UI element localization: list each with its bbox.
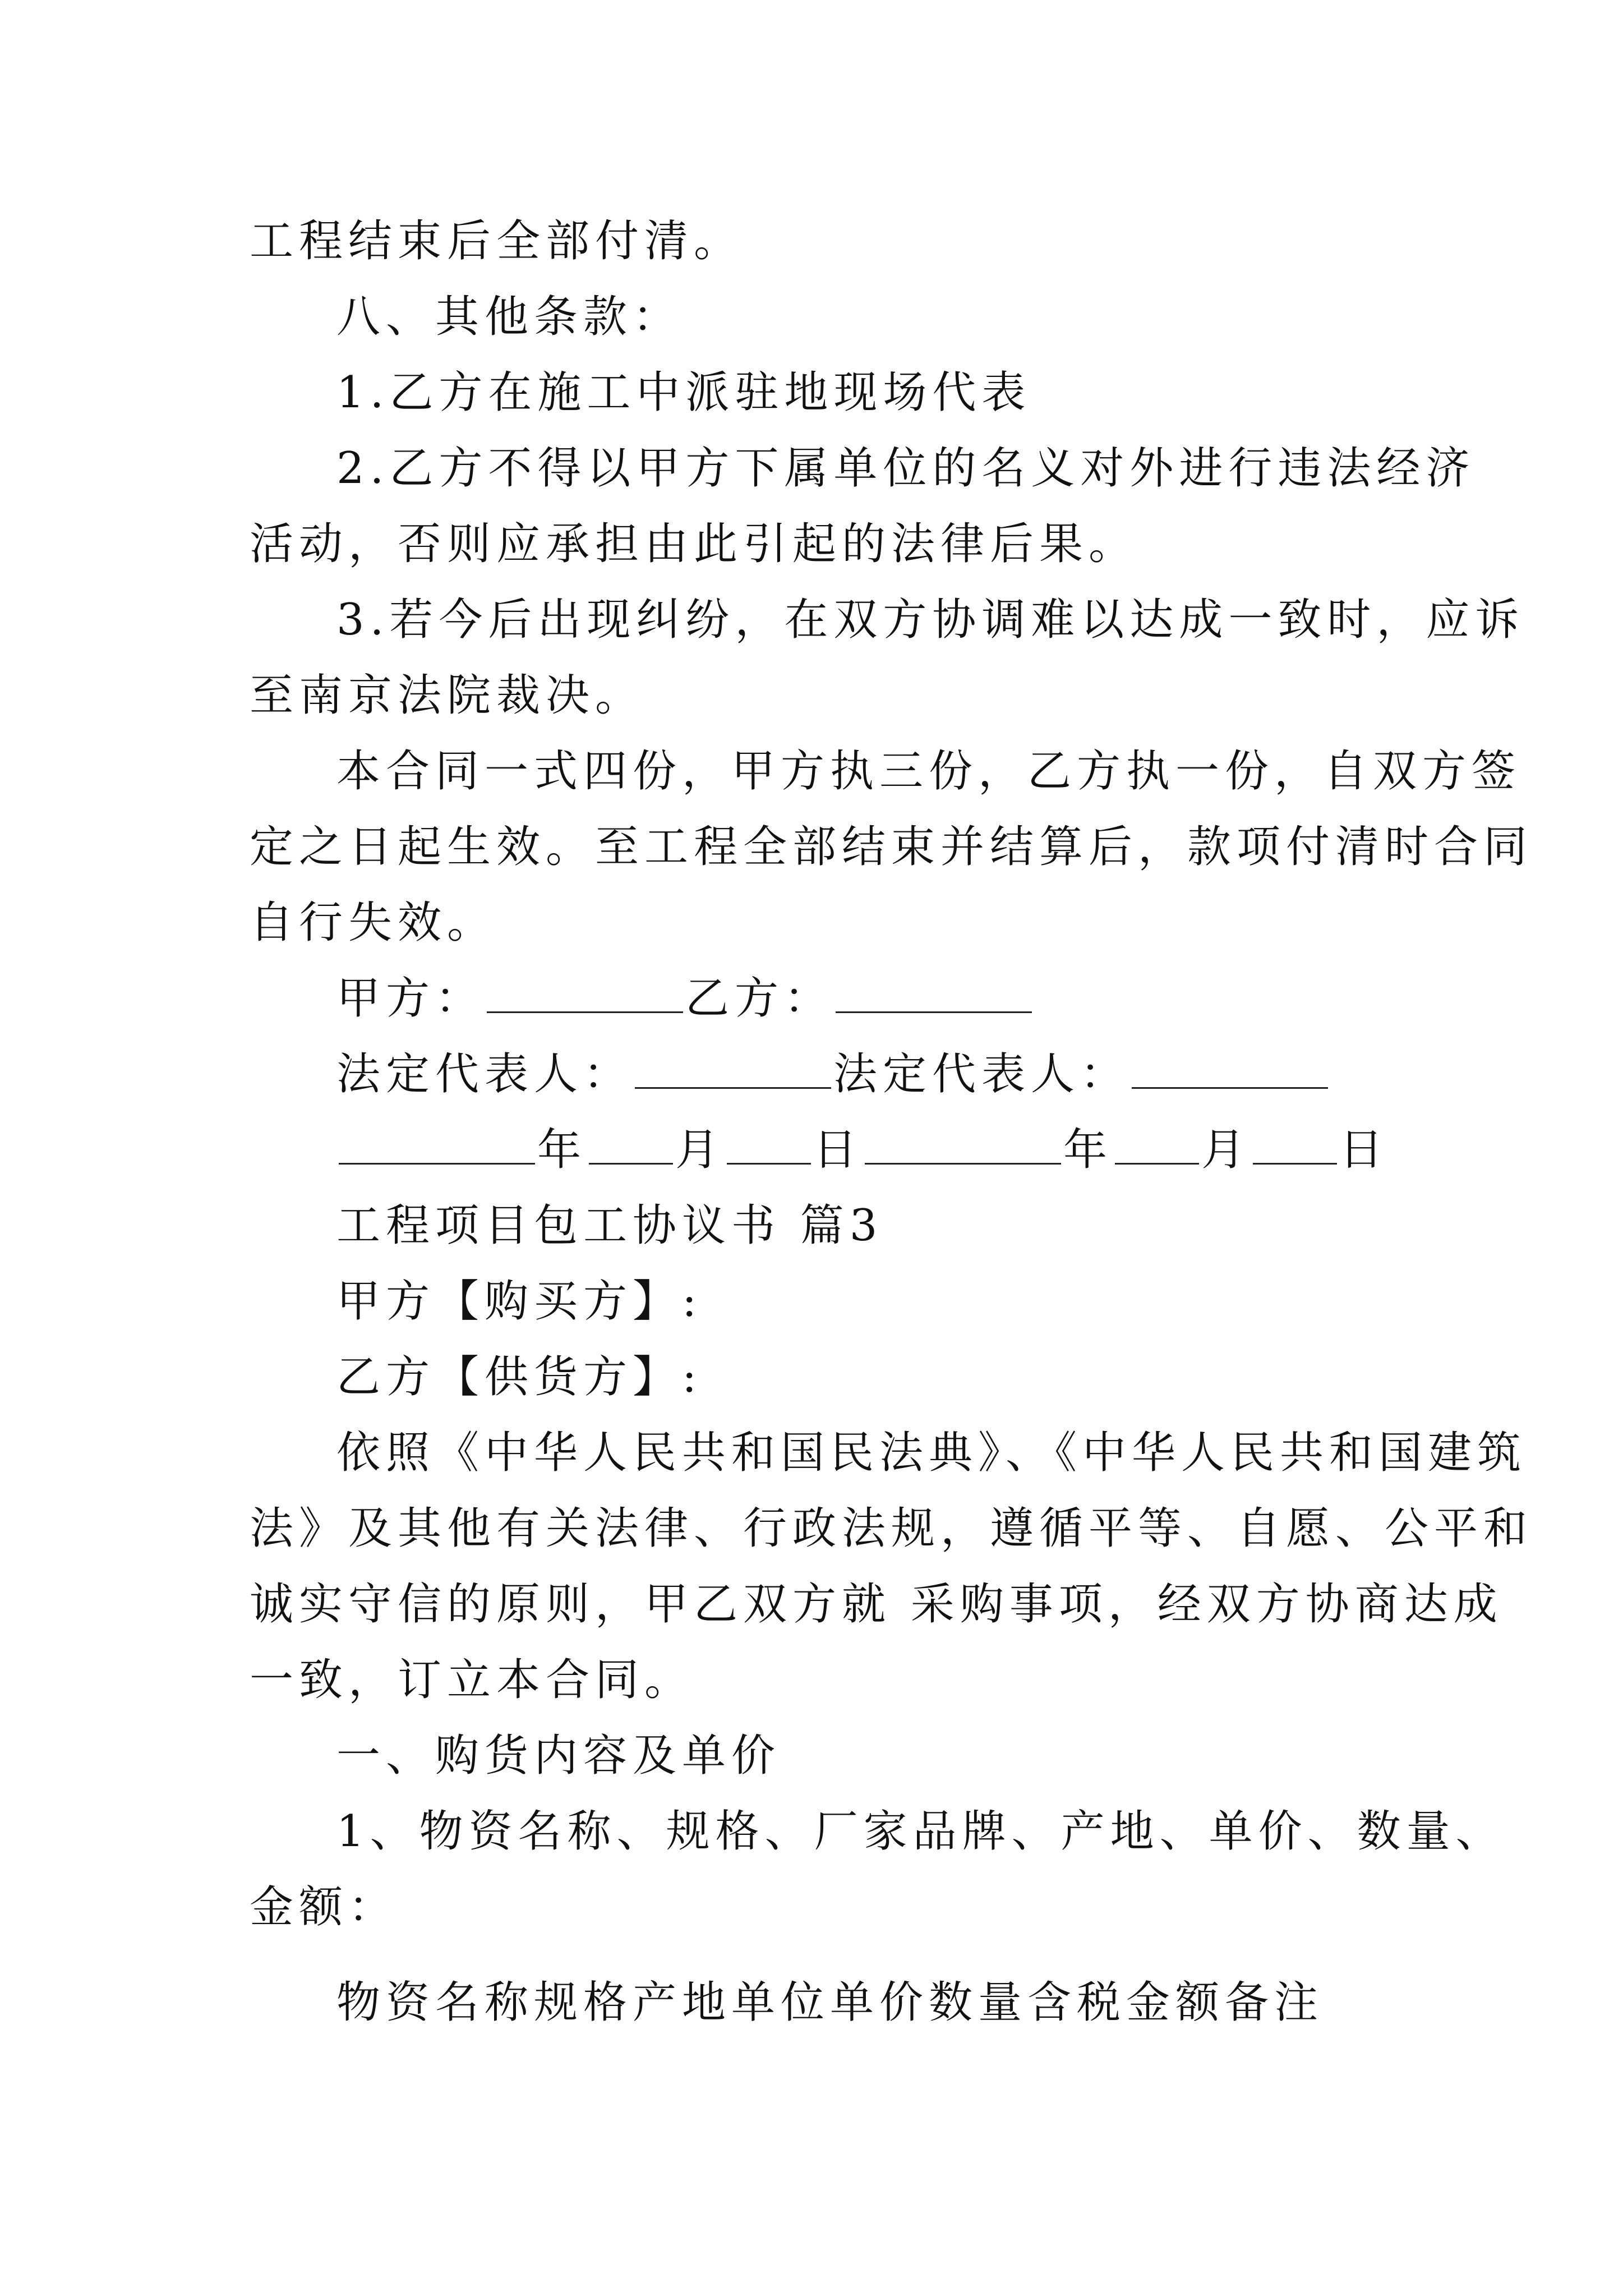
month-label: 月 bbox=[1201, 1125, 1251, 1175]
section-heading-other-terms: 八、其他条款： bbox=[336, 292, 683, 342]
rep-a-blank[interactable] bbox=[635, 1052, 831, 1089]
party-a-blank[interactable] bbox=[487, 977, 683, 1013]
intro-line: 诚实守信的原则，甲乙双方就 采购事项，经双方协商达成 bbox=[250, 1579, 1503, 1630]
intro-line: 一致，订立本合同。 bbox=[250, 1655, 694, 1705]
section-heading-purchase-content: 一、购货内容及单价 bbox=[336, 1731, 781, 1781]
intro-line: 依照《中华人民共和国民法典》、《中华人民共和国建筑 bbox=[336, 1428, 1527, 1478]
rep-a-label: 法定代表人： bbox=[336, 1049, 633, 1099]
clause-2-continued: 活动，否则应承担由此引起的法律后果。 bbox=[250, 519, 1138, 569]
item-1-continued: 金额： bbox=[250, 1882, 398, 1932]
party-b-blank[interactable] bbox=[836, 977, 1032, 1013]
supplier-label: 乙方【供货方】: bbox=[336, 1352, 703, 1402]
signature-representatives-line bbox=[336, 1046, 1469, 1102]
year-label: 年 bbox=[1063, 1125, 1113, 1175]
rep-b-label: 法定代表人： bbox=[833, 1049, 1130, 1099]
clause-1: 1.乙方在施工中派驻地现场代表 bbox=[336, 367, 1031, 418]
section-title: 工程项目包工协议书 篇3 bbox=[336, 1200, 883, 1251]
buyer-label: 甲方【购买方】: bbox=[336, 1276, 703, 1327]
signature-dates-line bbox=[336, 1122, 1469, 1178]
date-b-month-blank[interactable] bbox=[1115, 1128, 1199, 1165]
date-a-day-blank[interactable] bbox=[727, 1128, 811, 1165]
signature-parties-line bbox=[336, 970, 1469, 1027]
day-label: 日 bbox=[813, 1125, 863, 1175]
date-a-year-blank[interactable] bbox=[339, 1128, 535, 1165]
party-a-label: 甲方： bbox=[336, 973, 485, 1024]
contract-copies-paragraph: 本合同一式四份，甲方执三份，乙方执一份，自双方签 bbox=[336, 746, 1521, 797]
rep-b-blank[interactable] bbox=[1132, 1052, 1328, 1089]
month-label: 月 bbox=[675, 1125, 725, 1175]
day-label: 日 bbox=[1339, 1125, 1389, 1175]
year-label: 年 bbox=[537, 1125, 587, 1175]
intro-line: 法》及其他有关法律、行政法规，遵循平等、自愿、公平和 bbox=[250, 1503, 1533, 1554]
clause-3-continued: 至南京法院裁决。 bbox=[250, 670, 645, 721]
table-header-text: 物资名称规格产地单位单价数量含税金额备注 bbox=[336, 1977, 1324, 2028]
party-b-label: 乙方： bbox=[685, 973, 834, 1024]
date-a-month-blank[interactable] bbox=[589, 1128, 673, 1165]
contract-copies-end: 自行失效。 bbox=[250, 898, 497, 948]
item-1-line: 1、物资名称、规格、厂家品牌、产地、单价、数量、 bbox=[336, 1806, 1505, 1857]
clause-2: 2.乙方不得以甲方下属单位的名义对外进行违法经济 bbox=[336, 443, 1476, 494]
paragraph-line: 工程结束后全部付清。 bbox=[250, 216, 744, 266]
date-b-day-blank[interactable] bbox=[1253, 1128, 1337, 1165]
date-b-year-blank[interactable] bbox=[865, 1128, 1061, 1165]
clause-3: 3.若今后出现纠纷，在双方协调难以达成一致时，应诉 bbox=[336, 595, 1525, 645]
contract-copies-continued: 定之日起生效。至工程全部结束并结算后，款项付清时合同 bbox=[250, 822, 1533, 872]
